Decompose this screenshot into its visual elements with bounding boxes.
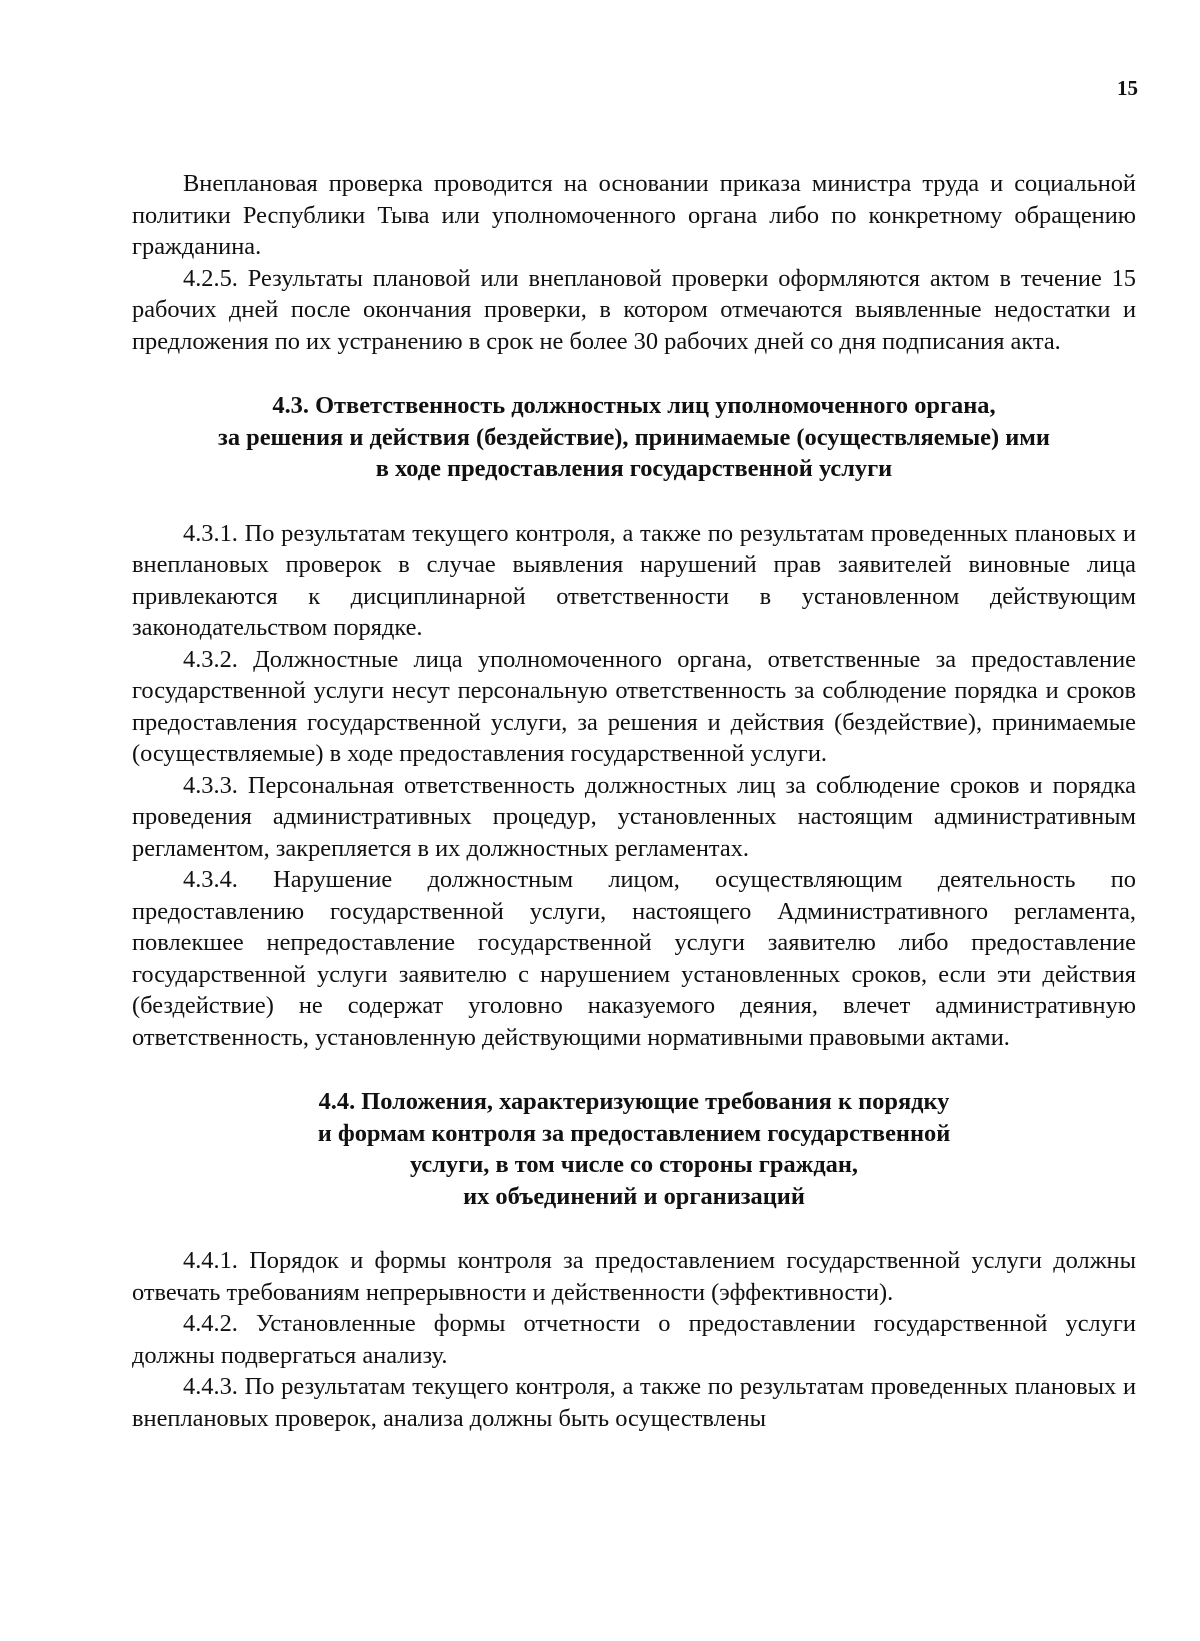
paragraph-4-4-1: 4.4.1. Порядок и формы контроля за предоставлением государственной услуги должны отвечать требованиям непрерывности и действенности (эффективности). [132,1247,1136,1306]
heading-line: в ходе предоставления государственной услуги [375,455,893,482]
paragraph: Внеплановая проверка проводится на основании приказа министра труда и социальной политики Республики Тыва или уполномоченного органа либо по конкретному обращению гражданина. [132,170,1136,260]
paragraph-4-3-2: 4.3.2. Должностные лица уполномоченного органа, ответственные за предоставление государственной услуги несут персональную ответственность за соблюдение порядка и сроков предоставления государственной услуги, за решения и действия (бездействие), принимаемые (осуществляемые) в ходе предоставления государственной услуги. [132,645,1136,767]
paragraph-4-2-5: 4.2.5. Результаты плановой или внеплановой проверки оформляются актом в течение 15 рабочих дней после окончания проверки, в котором отмечаются выявленные недостатки и предложения по их устранению в срок не более 30 рабочих дней со дня подписания акта. [132,264,1136,355]
document-body [132,168,1136,1434]
heading-line: услуги, в том числе со стороны граждан, [409,1151,859,1178]
page-number: 15 [1117,76,1138,100]
paragraph-4-4-3: 4.4.3. По результатам текущего контроля, а также по результатам проведенных плановых и внеплановых проверок, анализа должны быть осуществлены [132,1373,1136,1432]
section-heading-4-4 [132,1086,1136,1212]
paragraph-4-3-3: 4.3.3. Персональная ответственность должностных лиц за соблюдение сроков и порядка проведения административных процедур, установленных настоящим административным регламентом, закрепляется в их должностных регламентах. [132,771,1136,862]
paragraph-4-3-4: 4.3.4. Нарушение должностным лицом, осуществляющим деятельность по предоставлению государственной услуги, настоящего Административного регламента, повлекшее непредоставление государственной услуги заявителю либо предоставление государственной услуги заявителю с нарушением установленных сроков, если эти действия (бездействие) не содержат уголовно наказуемого деяния, влечет административную ответственность, установленную действующими нормативными правовыми актами. [132,866,1136,1051]
paragraph-4-4-2: 4.4.2. Установленные формы отчетности о предоставлении государственной услуги должны подвергаться анализу. [132,1310,1136,1369]
heading-line: и формам контроля за предоставлением государственной [317,1119,951,1147]
heading-line: 4.3. Ответственность должностных лиц уполномоченного органа, [272,392,996,419]
heading-line: за решения и действия (бездействие), принимаемые (осуществляемые) ими [218,423,1050,451]
heading-line: 4.4. Положения, характеризующие требования к порядку [318,1088,950,1115]
section-heading-4-3 [132,390,1136,485]
paragraph-4-3-1: 4.3.1. По результатам текущего контроля, а также по результатам проведенных плановых и внеплановых проверок в случае выявления нарушений прав заявителей виновные лица привлекаются к дисциплинарной ответственности в установленном действующим законодательством порядке. [132,519,1136,641]
heading-line: их объединений и организаций [463,1182,805,1210]
